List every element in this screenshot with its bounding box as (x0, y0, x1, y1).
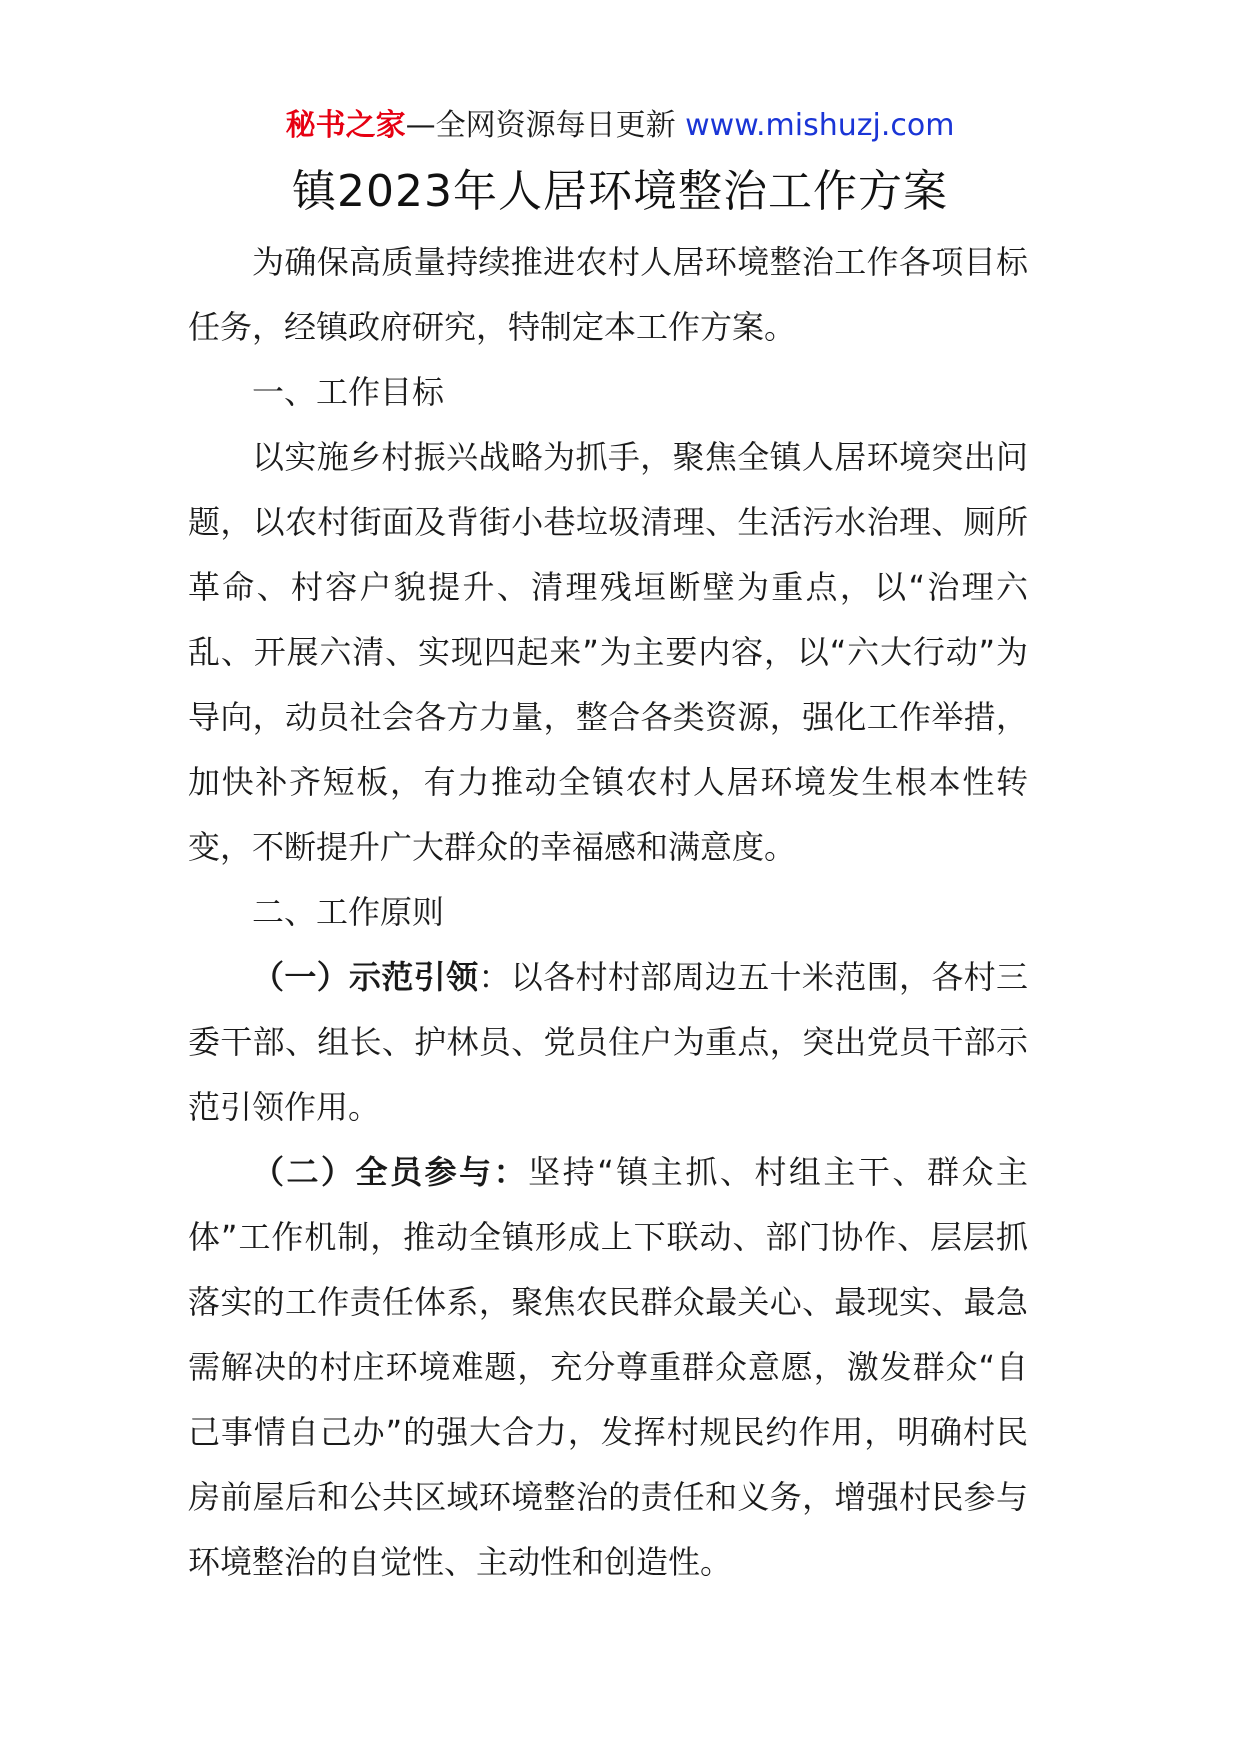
goals-paragraph: 以实施乡村振兴战略为抓手，聚焦全镇人居环境突出问题，以农村街面及背街小巷垃圾清理、生活污水治理、厕所革命、村容户貌提升、清理残垣断壁为重点，以“治理六乱、开展六清、实现四起来”为主要内容，以“六大行动”为导向，动员社会各方力量，整合各类资源，强化工作举措，加快补齐短板，有力推动全镇农村人居环境发生根本性转变，不断提升广大群众的幸福感和满意度。 (188, 438, 1028, 866)
section-heading-principles: 二、工作原则 (252, 893, 445, 931)
document-title: 镇2023年人居环境整治工作方案 (292, 166, 948, 217)
principle-2-text: 坚持“镇主抓、村组主干、群众主体”工作机制，推动全镇形成上下联动、部门协作、层层抓落实的工作责任体系，聚焦农民群众最关心、最现实、最急需解决的村庄环境难题，充分尊重群众意愿，激发群众“自己事情自己办”的强大合力，发挥村规民约作用，明确村民房前屋后和公共区域环境整治的责任和义务，增强村民参与环境整治的自觉性、主动性和创造性。 (188, 1153, 1028, 1581)
header-tagline: —全网资源每日更新 (405, 108, 686, 143)
site-url: www.mishuzj.com (685, 108, 955, 143)
principle-paragraph-2 (188, 1140, 1028, 1595)
principle-1-lead: （一）示范引领 (252, 958, 479, 996)
site-header (0, 104, 1240, 148)
document-body (188, 230, 1028, 1595)
principle-1-text: ：以各村村部周边五十米范围，各村三委干部、组长、护林员、党员住户为重点，突出党员干部示范引领作用。 (188, 958, 1028, 1126)
brand-name: 秘书之家 (285, 108, 406, 143)
principle-2-lead: （二）全员参与： (252, 1153, 529, 1191)
intro-paragraph: 为确保高质量持续推进农村人居环境整治工作各项目标任务，经镇政府研究，特制定本工作方案。 (188, 243, 1028, 346)
section-heading-goals: 一、工作目标 (252, 373, 445, 411)
principle-paragraph-1 (188, 945, 1028, 1140)
